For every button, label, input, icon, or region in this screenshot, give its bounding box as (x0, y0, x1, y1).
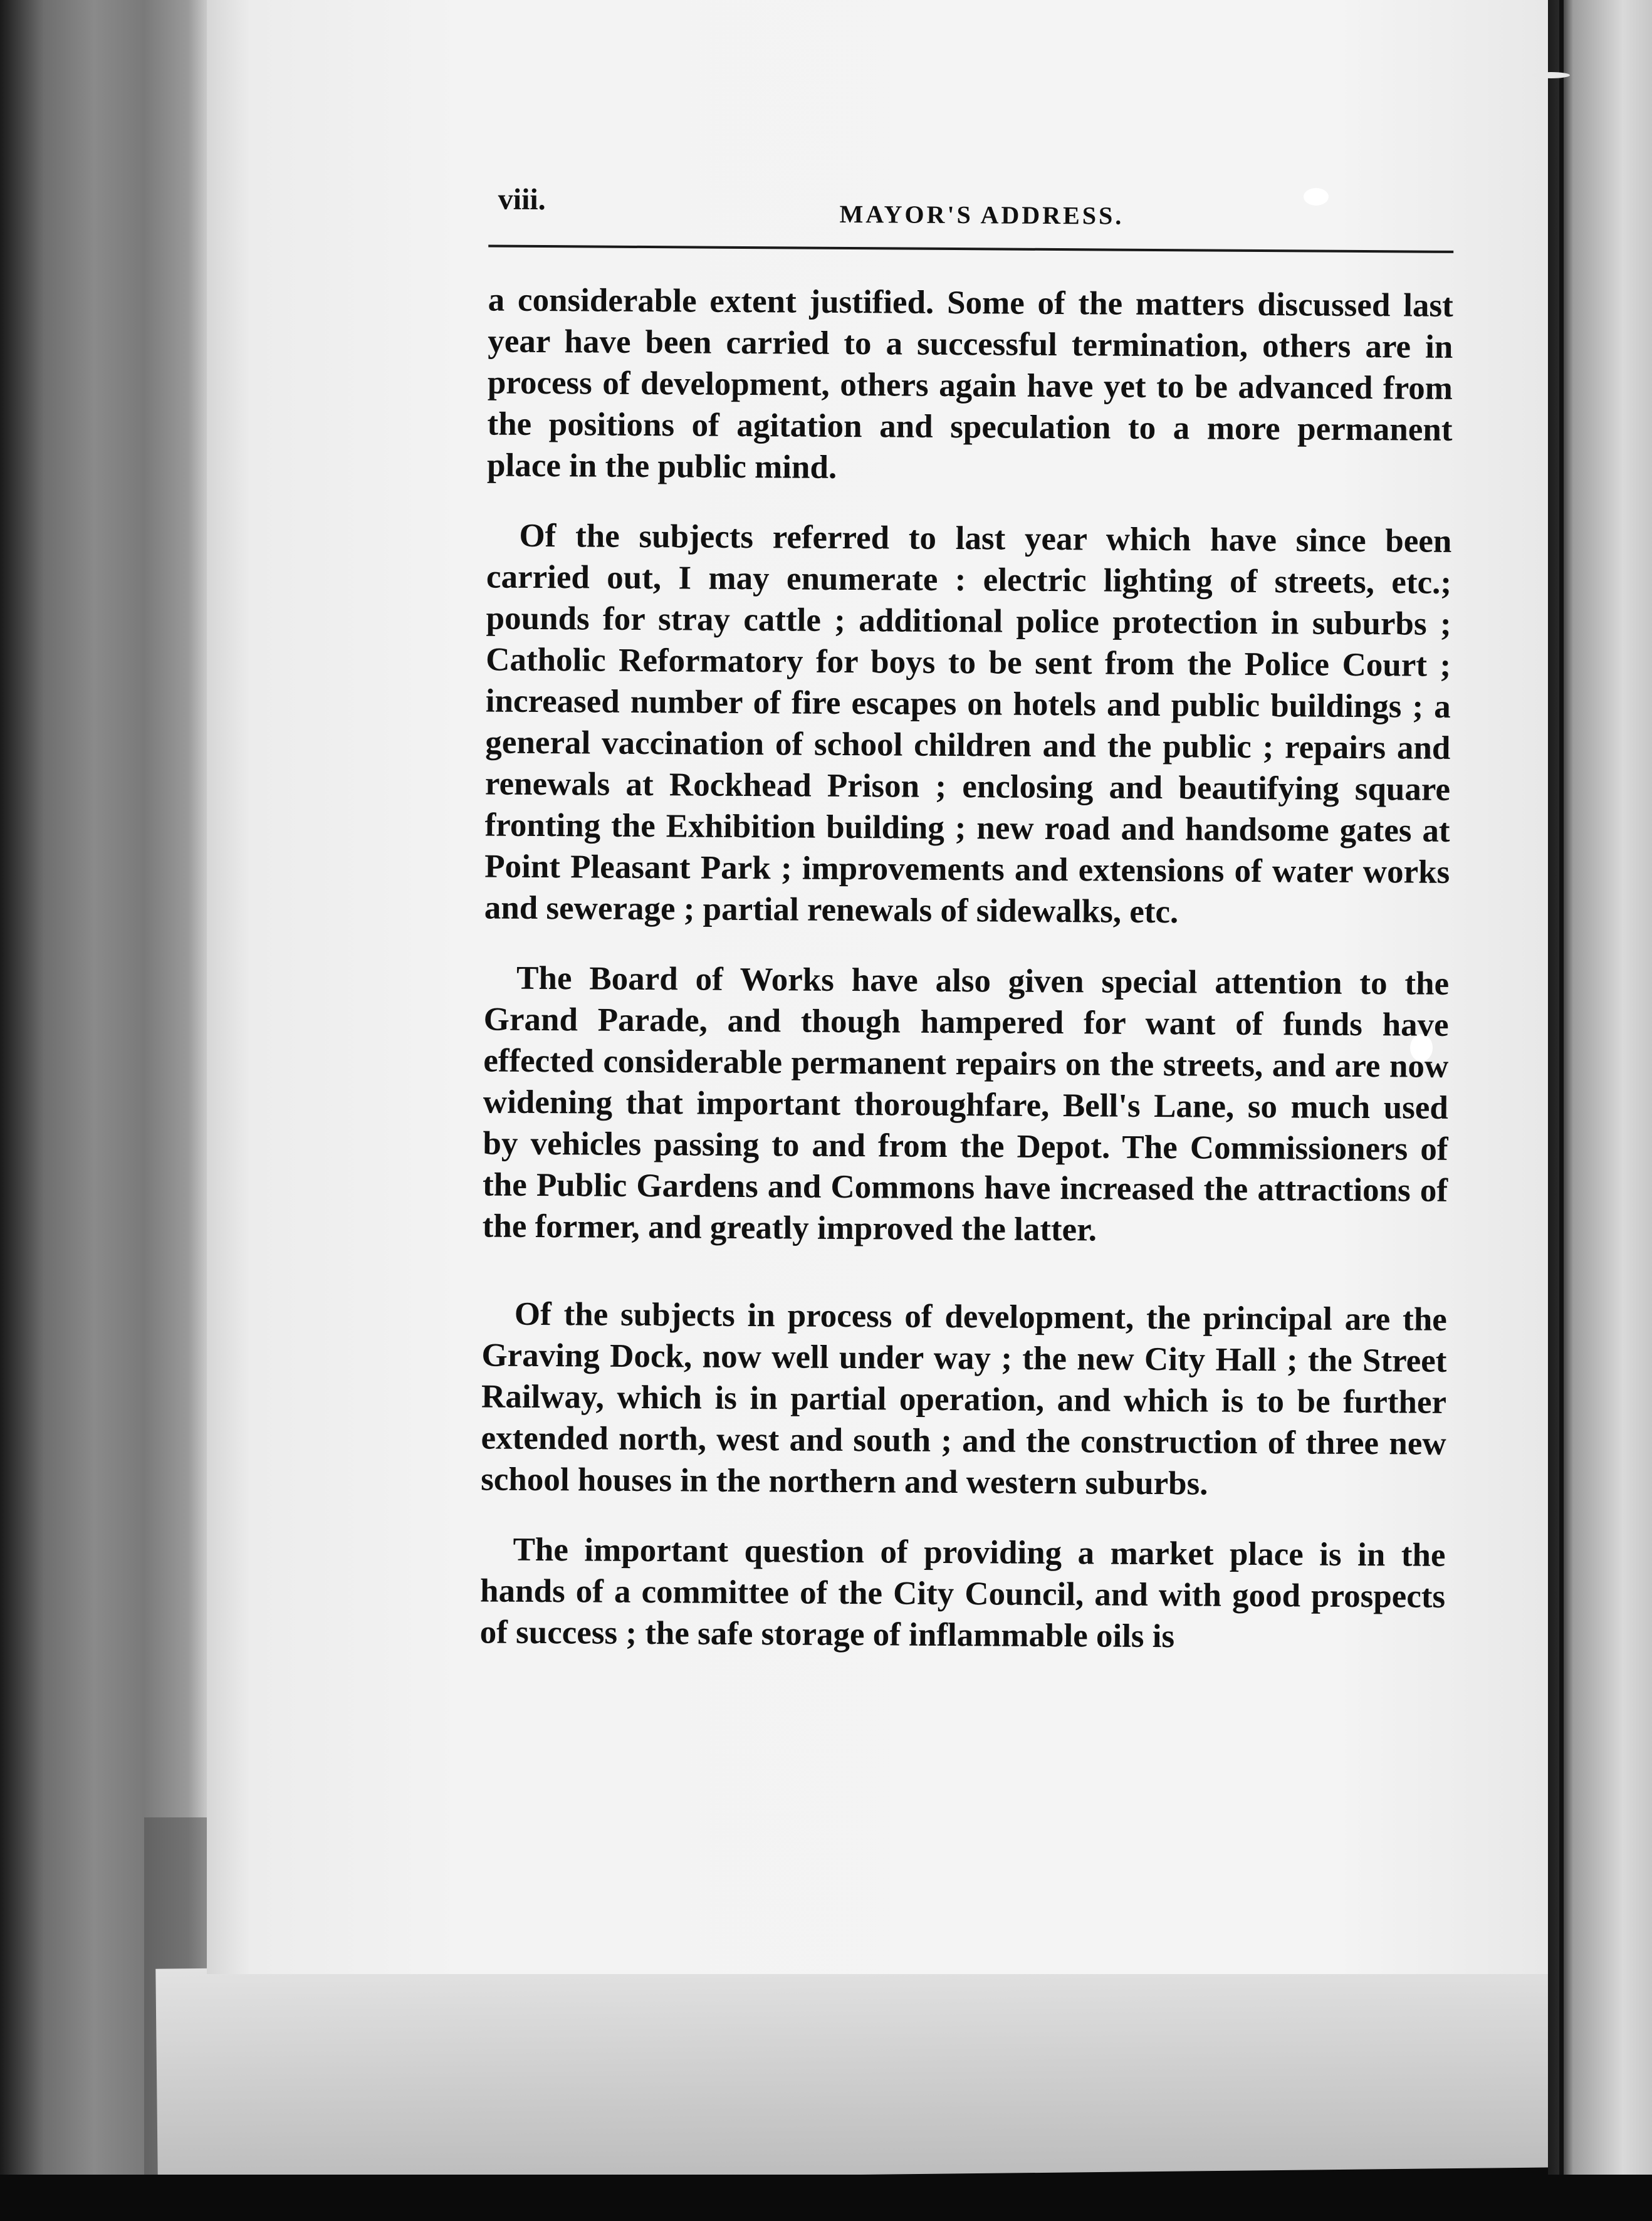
dust-speck (1532, 72, 1570, 78)
page-binding (0, 0, 207, 2221)
paragraph: The important question of providing a market place is in the hands of a committee of the City Council, and with good prospects of success ; the safe storage of inflammable oils is (479, 1531, 1446, 1655)
paragraph: Of the subjects referred to last year which have since been carried out, I may enumerate : electric lighting of streets, etc.; pounds for stray cattle ; additional police protection in suburbs ; Catholic Reformatory for boys to be sent from the Police Court ; increased number of fire escapes on hotels and public buildings ; a general vaccination of school children and the public ; repairs and renewals at Rockhead Prison ; enclosing and beautifying square fronting the Exhibition building ; new road and handsome gates at Point Pleasant Park ; improvements and extensions of water works and sewerage ; partial renewals of sidewalks, etc. (484, 517, 1452, 931)
right-edge-line (1559, 0, 1564, 2221)
paragraph: Of the subjects in process of development, the principal are the Graving Dock, now well under way ; the new City Hall ; the Street Railway, which is in partial operation, and which is to be further extended north, west and south ; and the construction of three new school houses in the northern and western suburbs. (481, 1295, 1447, 1502)
running-head: MAYOR'S ADDRESS. (839, 199, 1124, 230)
paragraph: a considerable extent justified. Some of the matters discussed last year have been carried to a successful termination, others are in process of development, others again have yet to be advanced from the positions of agitation and speculation to a more permanent place in the public mind. (486, 281, 1453, 486)
page-lower-edge (155, 1954, 1561, 2182)
bottom-border (0, 2175, 1652, 2221)
paragraph: The Board of Works have also given special attention to the Grand Parade, and though hampered for want of funds have effected considerable permanent repairs on the streets, and are now widening that important thoroughfare, Bell's Lane, so much used by vehicles passing to and from the Depot. The Commissioners of the Public Gardens and Commons have increased the attractions of the former, and greatly improved the latter. (482, 959, 1450, 1248)
text-area (438, 169, 1454, 1655)
body-text (479, 279, 1453, 1687)
page-number: viii. (498, 182, 546, 217)
page-header (438, 169, 1454, 244)
